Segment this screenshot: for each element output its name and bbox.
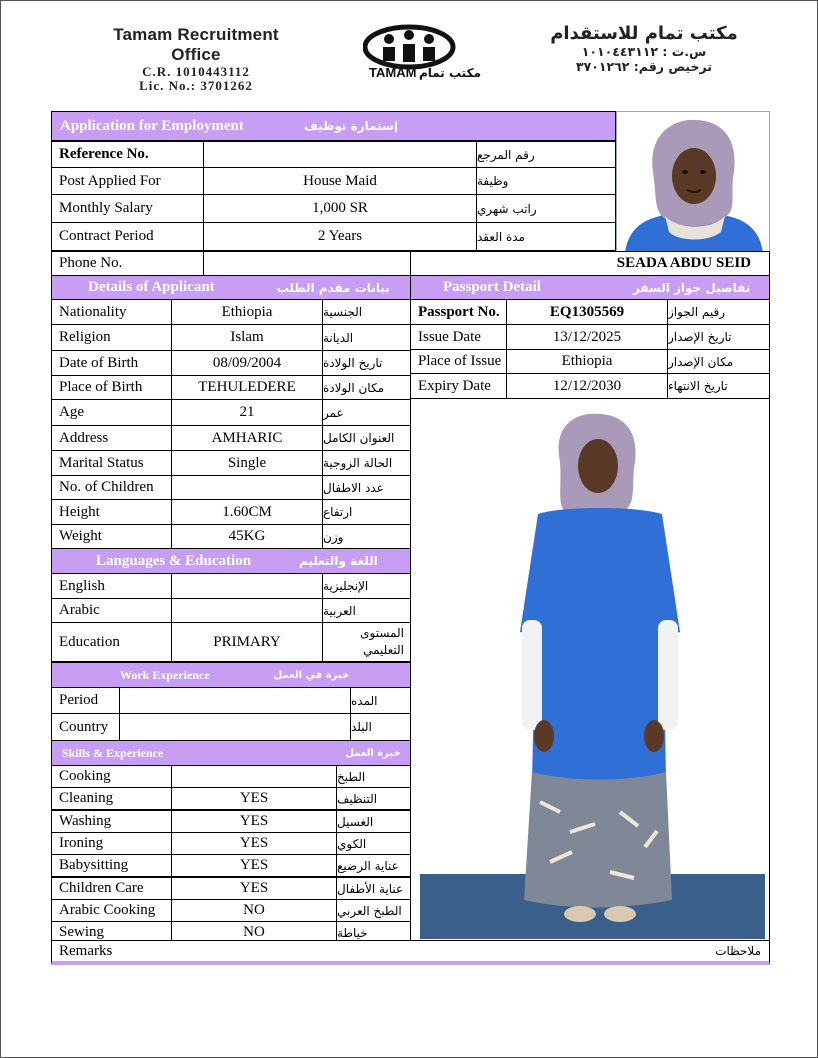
application-title-bar [51, 111, 616, 141]
passport-title-ar: تفاصيل جواز السفر [632, 280, 751, 295]
applicant-row-label-ar: عمر [322, 399, 411, 426]
skill-row-label: Babysitting [51, 854, 172, 877]
applicant-name: SEADA ABDU SEID [410, 251, 770, 276]
education-label-ar: المستوى التعليمي [322, 622, 411, 662]
period-label: Period [51, 687, 120, 714]
application-title-ar: إستمارة توظيف [303, 119, 398, 133]
skill-row-label-ar: التنظيف [336, 787, 411, 810]
header-english [93, 25, 299, 93]
post-applied-label-ar: وظيفة [476, 167, 616, 195]
education-value: PRIMARY [171, 622, 323, 662]
country-label: Country [51, 713, 120, 741]
passport-no-label: Passport No. [410, 299, 507, 325]
company-logo [363, 23, 483, 83]
applicant-row-label: Address [51, 425, 172, 451]
skills-section-bar [51, 740, 411, 766]
reference-label: Reference No. [51, 141, 204, 168]
applicant-row-label-ar: مكان الولادة [322, 375, 411, 400]
skill-row-label-ar: الطبخ العربي [336, 899, 411, 922]
contract-label: Contract Period [51, 222, 204, 251]
passport-section-bar [410, 275, 770, 300]
skill-row-label: Ironing [51, 832, 172, 855]
passport-no-value: EQ1305569 [506, 299, 668, 325]
skill-row-label: Sewing [51, 921, 172, 944]
logo-text-ar: مكتب تمام [418, 66, 481, 80]
skills-title-en: Skills & Experience [62, 745, 164, 760]
contract-value: 2 Years [203, 222, 477, 251]
country-value [119, 713, 351, 741]
country-label-ar: البلد [350, 713, 411, 741]
skill-row-value [171, 765, 337, 788]
company-name-en: Tamam Recruitment Office [113, 25, 279, 64]
skills-title-ar: خبرة العمل [345, 747, 401, 759]
skill-row-label-ar: عناية الأطفال [336, 877, 411, 900]
post-applied-value: House Maid [203, 167, 477, 195]
issue-date-label: Issue Date [410, 324, 507, 350]
logo-text-en: TAMAM [369, 65, 417, 80]
skill-row-value: YES [171, 810, 337, 833]
applicant-portrait-photo [616, 111, 770, 252]
english-value [171, 573, 323, 599]
applicant-row-label-ar: الجنسية [322, 299, 411, 325]
work-title-ar: خبرة في العمل [273, 669, 350, 681]
applicant-row-value: 45KG [171, 524, 323, 549]
expiry-date-value: 12/12/2030 [506, 373, 668, 399]
applicant-row-label-ar: وزن [322, 524, 411, 549]
applicant-row-label-ar: تاريخ الولادة [322, 350, 411, 376]
place-of-issue-label: Place of Issue [410, 349, 507, 374]
phone-label: Phone No. [51, 251, 204, 276]
expiry-date-label-ar: تاريخ الانتهاء [667, 373, 770, 399]
salary-label-ar: راتب شهري [476, 194, 616, 223]
company-name-ar: مكتب تمام للاستقدام [550, 23, 738, 44]
applicant-row-value: Islam [171, 324, 323, 351]
applicant-section-bar [51, 275, 411, 300]
languages-section-bar [51, 548, 411, 574]
remarks-row [51, 940, 770, 965]
skill-row-label: Cooking [51, 765, 172, 788]
applicant-row-value: 08/09/2004 [171, 350, 323, 376]
applicant-row-label: Height [51, 499, 172, 525]
header-arabic [539, 23, 749, 74]
salary-value: 1,000 SR [203, 194, 477, 223]
english-label-ar: الإنجليزية [322, 573, 411, 599]
period-value [119, 687, 351, 714]
expiry-date-label: Expiry Date [410, 373, 507, 399]
skill-row-label-ar: الطبخ [336, 765, 411, 788]
remarks-label: Remarks [59, 942, 113, 959]
applicant-row-label: Age [51, 399, 172, 426]
applicant-title-ar: بيانات مقدم الطلب [276, 280, 390, 295]
cr-number-ar: س.ت : ١٠١٠٤٤٣١١٢ [581, 44, 707, 59]
applicant-row-label: Date of Birth [51, 350, 172, 376]
applicant-row-value: AMHARIC [171, 425, 323, 451]
period-label-ar: المده [350, 687, 411, 714]
applicant-row-label: No. of Children [51, 475, 172, 500]
applicant-title-en: Details of Applicant [88, 279, 215, 295]
place-of-issue-value: Ethiopia [506, 349, 668, 374]
license-number-ar: ترخيص رقم: ٣٧٠١٢٦٢ [576, 59, 712, 74]
applicant-row-value [171, 475, 323, 500]
salary-label: Monthly Salary [51, 194, 204, 223]
applicant-full-body-photo [420, 402, 765, 939]
applicant-row-value: 21 [171, 399, 323, 426]
skill-row-value: YES [171, 832, 337, 855]
reference-label-ar: رقم المرجع [476, 141, 616, 168]
applicant-row-label: Weight [51, 524, 172, 549]
passport-no-label-ar: رقيم الجواز [667, 299, 770, 325]
skill-row-value: YES [171, 854, 337, 877]
applicant-row-label-ar: الديانة [322, 324, 411, 351]
languages-title-en: Languages & Education [96, 552, 252, 569]
post-applied-label: Post Applied For [51, 167, 204, 195]
place-of-issue-label-ar: مكان الإصدار [667, 349, 770, 374]
education-label: Education [51, 622, 172, 662]
applicant-row-value: 1.60CM [171, 499, 323, 525]
applicant-row-label: Religion [51, 324, 172, 351]
license-number-en: Lic. No.: 3701262 [139, 78, 253, 93]
arabic-label: Arabic [51, 598, 172, 623]
work-section-bar [51, 662, 411, 688]
skill-row-label-ar: خياطة [336, 921, 411, 944]
issue-date-label-ar: تاريخ الإصدار [667, 324, 770, 350]
arabic-value [171, 598, 323, 623]
skill-row-value: YES [171, 787, 337, 810]
languages-title-ar: اللغة والتعليم [299, 554, 378, 568]
applicant-row-value: Single [171, 450, 323, 476]
contract-label-ar: مدة العقد [476, 222, 616, 251]
issue-date-value: 13/12/2025 [506, 324, 668, 350]
english-label: English [51, 573, 172, 599]
applicant-row-label: Nationality [51, 299, 172, 325]
skill-row-value: NO [171, 921, 337, 944]
skill-row-label-ar: الكوي [336, 832, 411, 855]
skill-row-label-ar: الغسيل [336, 810, 411, 833]
applicant-row-label-ar: عدد الاطفال [322, 475, 411, 500]
cr-number-en: C.R. 1010443112 [142, 64, 250, 79]
applicant-row-value: TEHULEDERE [171, 375, 323, 400]
work-title-en: Work Experience [120, 667, 210, 682]
skill-row-label: Children Care [51, 877, 172, 900]
skill-row-value: NO [171, 899, 337, 922]
reference-value [203, 141, 477, 168]
application-title-en: Application for Employment [60, 117, 244, 134]
applicant-row-label: Marital Status [51, 450, 172, 476]
applicant-row-label-ar: العنوان الكامل [322, 425, 411, 451]
skill-row-label-ar: عناية الرضيع [336, 854, 411, 877]
skill-row-value: YES [171, 877, 337, 900]
skill-row-label: Arabic Cooking [51, 899, 172, 922]
arabic-label-ar: العربية [322, 598, 411, 623]
passport-title-en: Passport Detail [443, 279, 541, 295]
applicant-row-label-ar: ارتفاع [322, 499, 411, 525]
remarks-label-ar: ملاحظات [715, 944, 761, 958]
applicant-row-value: Ethiopia [171, 299, 323, 325]
applicant-row-label-ar: الحالة الزوجية [322, 450, 411, 476]
phone-value [203, 251, 411, 276]
skill-row-label: Washing [51, 810, 172, 833]
skill-row-label: Cleaning [51, 787, 172, 810]
applicant-row-label: Place of Birth [51, 375, 172, 400]
